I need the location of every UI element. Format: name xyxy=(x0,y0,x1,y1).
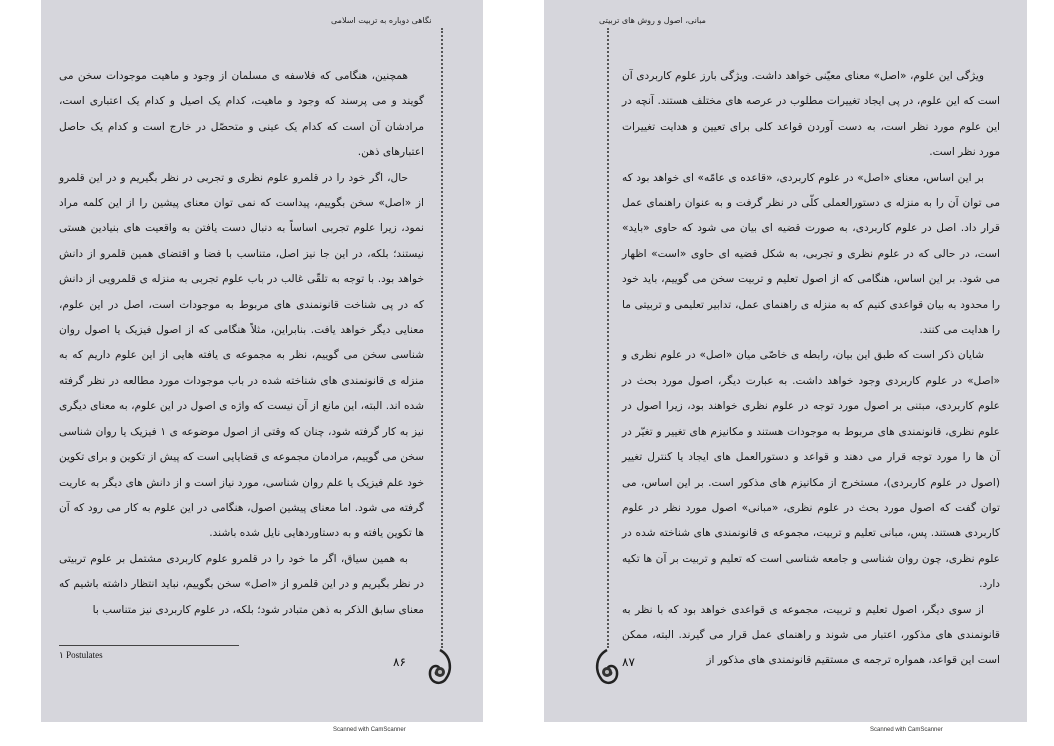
right-dotted-margin-line xyxy=(607,28,609,648)
paisley-ornament-icon xyxy=(592,648,622,686)
right-book-page xyxy=(544,0,1027,722)
left-book-page xyxy=(41,0,483,722)
left-scan-watermark: Scanned with CamScanner xyxy=(333,727,406,733)
left-body-text xyxy=(59,64,424,623)
right-page-number: ۸۷ xyxy=(622,655,635,669)
right-paragraph-2: بر این اساس، معنای «اصل» در علوم کاربردی، «قاعده ی عامّه» ای خواهد بود که می توان آن را به منزله ی دستورالعملی کلّی در نظر گرفت و به عنوان راهنمای عمل قرار داد. اصل در علوم کاربردی، به صورت قضیه ای بیان می شود که حاوی «باید» است، در حالی که در علوم نظری و تجربی، به شکل قضیه ای حاوی «است» اظهار می شود. بر این اساس، هنگامی که از اصول تعلیم و تربیت سخن می گوییم، باید خود را محدود به بیان قواعدی کنیم که به منزله ی راهنمای عمل، تدابیر تعلیمی و تربیتی ما را هدایت می کنند. xyxy=(622,171,1000,337)
left-dotted-margin-line xyxy=(441,28,443,648)
right-paragraph-1: ویژگی این علوم، «اصل» معنای معیّنی خواهد داشت. ویژگی بارز علوم کاربردی آن است که این علوم، در پی ایجاد تغییرات مطلوب در عرصه های مختلف هستند. آنچه در این علوم مورد نظر است، به دست آوردن قواعد کلی برای تعیین و هدایت تغییرات مورد نظر است. xyxy=(622,70,1000,159)
left-page-number: ۸۶ xyxy=(393,655,406,669)
left-paragraph-1: همچنین، هنگامی که فلاسفه ی مسلمان از وجود و ماهیت موجودات سخن می گویند و می پرسند که وجود و ماهیت، کدام یک اصیل و کدام یک اعتباری است، مرادشان آن است که کدام یک عینی و متحصّل در خارج است و کدام یک حاصل اعتبارهای ذهن. xyxy=(59,70,424,159)
right-scan-watermark: Scanned with CamScanner xyxy=(870,727,943,733)
left-paragraph-3: به همین سیاق، اگر ما خود را در قلمرو علوم کاربردی مشتمل بر علوم تربیتی در نظر بگیریم و در این قلمرو از «اصل» سخن بگوییم، نباید انتظار داشته باشیم که معنای سابق الذکر به ذهن متبادر شود؛ بلکه، در علوم کاربردی نیز متناسب با xyxy=(59,552,424,616)
footnote: ۱ Postulates xyxy=(59,650,103,660)
right-paragraph-3: شایان ذکر است که طبق این بیان، رابطه ی خاصّی میان «اصل» در علوم نظری و «اصل» در علوم کاربردی وجود خواهد داشت. به عبارت دیگر، اصول مورد بحث در علوم کاربردی، مبتنی بر اصول مورد توجه در علوم نظری خواهند بود، زیرا اصول در علوم نظری، قانونمندی های مربوط به موجودات هستند و مکانیزم های تغییر و تغیّر در آن ها را مورد توجه قرار می دهند و قواعد و دستورالعمل های ایجاد یا کنترل تغییر (اصول در علوم کاربردی)، مستخرج از مکانیزم های مذکور است. بر این اساس، می توان گفت که اصول مورد بحث در علوم نظری، «مبانی» اصول مورد نظر در علوم کاربردی هستند. پس، مبانی تعلیم و تربیت، مجموعه ی قانونمندی های شناخته شده در علوم نظری، چون روان شناسی و جامعه شناسی است که تعلیم و تربیت بر آن ها تکیه دارد. xyxy=(622,349,1000,591)
right-paragraph-4: از سوی دیگر، اصول تعلیم و تربیت، مجموعه ی قواعدی خواهد بود که با نظر به قانونمندی های مذکور، اعتبار می شوند و راهنمای عمل قرار می گیرند. البته، ممکن است این قواعد، همواره ترجمه ی مستقیم قانونمندی های مذکور از xyxy=(622,603,1000,667)
right-running-header: مبانی، اصول و روش های تربیتی xyxy=(599,16,706,25)
right-body-text xyxy=(622,64,1000,674)
left-running-header: نگاهی دوباره به تربیت اسلامی xyxy=(331,16,432,25)
footnote-divider xyxy=(59,645,239,646)
left-paragraph-2: حال، اگر خود را در قلمرو علوم نظری و تجربی در نظر بگیریم و در این قلمرو از «اصل» سخن بگوییم، پیداست که نمی توان معنای پیشین را از این کلمه مراد نمود، زیرا علوم تجربی اساساً به دنبال دست یافتن به واقعیت های بنیادین هستی نیستند؛ بلکه، در این جا نیز اصل، متناسب با فضا و اقتضای همین قلمرو از دانش خواهد بود. با توجه به تلقّی غالب در باب علوم تجربی به منزله ی قلمرویی از دانش که در پی شناخت قانونمندی های مربوط به موجودات است، اصل در این علوم، معنایی دیگر خواهد یافت. بنابراین، مثلاً هنگامی که از اصول فیزیک یا اصول روان شناسی سخن می گوییم، نظر به مجموعه ی یافته هایی از این علوم داریم که به منزله ی قانونمندی های شناخته شده در باب موجودات مورد مطالعه در نظر گرفته شده اند. البته، این مانع از آن نیست که واژه ی اصول در این علوم، به معنای دیگری نیز به کار گرفته شود، چنان که وقتی از اصول موضوعه ی ۱ فیزیک یا روان شناسی سخن می گوییم، مرادمان مجموعه ی قضایایی است که پیش از تکوین و برای تکوین خود علم فیزیک یا علم روان شناسی، مورد نیاز است و از دانش های دیگر به عاریت گرفته می شود. اما معنای پیشین اصول، هنگامی در این علوم به کار می رود که آن ها تکوین یافته و به دستاوردهایی نایل شده باشند. xyxy=(59,171,424,540)
paisley-ornament-icon xyxy=(425,648,455,686)
